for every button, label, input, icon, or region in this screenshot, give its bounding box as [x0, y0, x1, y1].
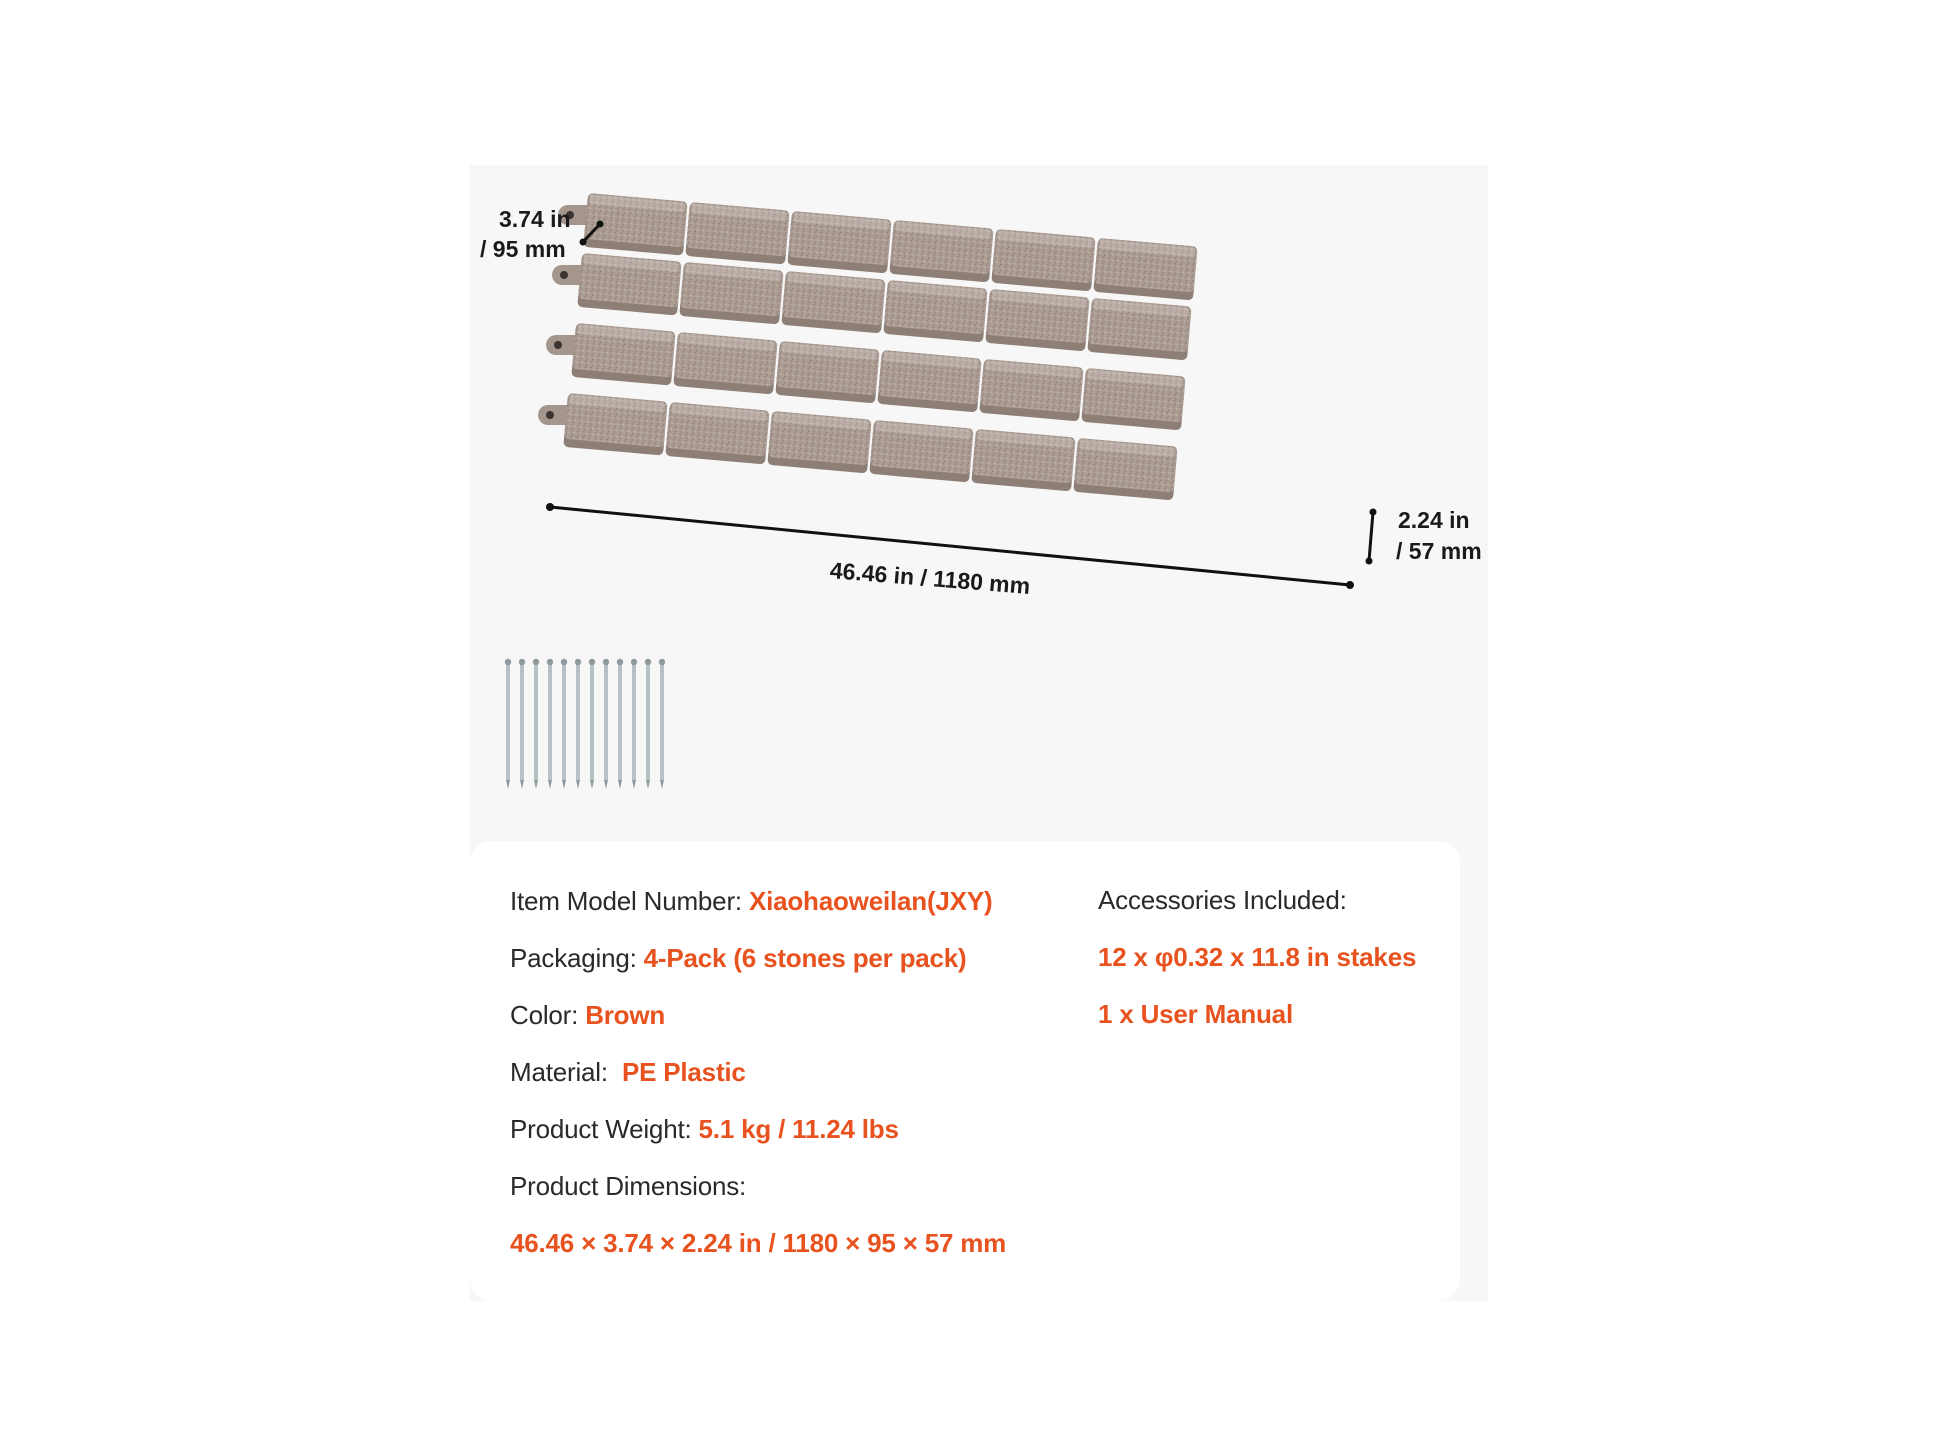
edging-stone [991, 229, 1095, 292]
edging-stone [1073, 438, 1177, 501]
stake-head [575, 659, 581, 665]
width-dimension-end [546, 503, 554, 511]
edging-stone [971, 429, 1075, 492]
stake-head [561, 659, 567, 665]
edging-stone [1093, 238, 1197, 301]
edging-stone [877, 350, 981, 413]
connector-hole [546, 411, 554, 419]
spec-value: 46.46 × 3.74 × 2.24 in / 1180 × 95 × 57 mm [510, 1228, 1007, 1258]
edging-stones-illustration [470, 165, 1488, 825]
edging-stone [1081, 368, 1185, 431]
spec-packaging [510, 942, 967, 974]
spec-label: Accessories Included: [1098, 885, 1347, 915]
stake-head [645, 659, 651, 665]
height-dimension-end [1370, 509, 1377, 516]
spec-value: 12 x φ0.32 x 11.8 in stakes [1098, 942, 1417, 972]
stake-tip [618, 780, 622, 789]
stake-head [519, 659, 525, 665]
depth-dimension-end [580, 239, 587, 246]
stake-tip [590, 780, 594, 789]
stake-tip [604, 780, 608, 789]
spec-value: 5.1 kg / 11.24 lbs [698, 1114, 899, 1144]
edging-stone [979, 359, 1083, 422]
spec-value: 4-Pack (6 stones per pack) [643, 943, 967, 973]
stake [617, 659, 623, 789]
stake [659, 659, 665, 789]
stake-head [589, 659, 595, 665]
spec-dimensions-value [510, 1227, 1006, 1259]
stake [505, 659, 511, 789]
edging-stone [563, 393, 667, 456]
stake-tip [520, 780, 524, 789]
edging-stone [883, 280, 987, 343]
stake-head [533, 659, 539, 665]
stake-tip [660, 780, 664, 789]
stake [589, 659, 595, 789]
stake-tip [534, 780, 538, 789]
stake [645, 659, 651, 789]
height-dimension-label-metric: / 57 mm [1396, 538, 1482, 564]
width-dimension-end [1346, 581, 1354, 589]
stake [631, 659, 637, 789]
stake-tip [562, 780, 566, 789]
stake-head [547, 659, 553, 665]
edging-stone [571, 323, 675, 386]
edging-stone [1087, 298, 1191, 361]
depth-dimension-label: 3.74 in [499, 206, 571, 232]
stake-tip [506, 780, 510, 789]
edging-stone [577, 253, 681, 316]
edging-row [538, 393, 1178, 500]
edging-stone [869, 420, 973, 483]
accessory-item [1098, 998, 1293, 1030]
depth-dimension-label-metric: / 95 mm [480, 236, 566, 262]
depth-dimension-end [597, 221, 604, 228]
spec-value: Xiaohaoweilan(JXY) [748, 886, 993, 916]
stake-tip [646, 780, 650, 789]
product-image-panel [470, 165, 1488, 1301]
stake-head [631, 659, 637, 665]
spec-label: Product Weight: [510, 1114, 699, 1144]
stake-head [617, 659, 623, 665]
edging-stone [673, 332, 777, 395]
edging-stone [985, 289, 1089, 352]
spec-label: Color: [510, 1000, 586, 1030]
spec-value: PE Plastic [621, 1057, 746, 1087]
stake [575, 659, 581, 789]
stake-tip [632, 780, 636, 789]
stake [561, 659, 567, 789]
specification-card [470, 841, 1460, 1301]
edging-stone [685, 202, 789, 265]
stake [533, 659, 539, 789]
stake-head [603, 659, 609, 665]
stake [547, 659, 553, 789]
spec-value: 1 x User Manual [1098, 999, 1293, 1029]
height-dimension-line [1369, 512, 1373, 561]
stake [519, 659, 525, 789]
accessory-item [1098, 941, 1416, 973]
edging-stone [679, 262, 783, 325]
stone-rows [538, 193, 1198, 500]
stake-head [659, 659, 665, 665]
edging-stone [889, 220, 993, 283]
connector-hole [554, 341, 562, 349]
spec-label: Item Model Number: [510, 886, 749, 916]
stake-tip [576, 780, 580, 789]
spec-value: Brown [585, 1000, 666, 1030]
stakes-group [505, 659, 665, 789]
spec-dimensions [510, 1170, 746, 1202]
spec-model-number [510, 885, 992, 917]
spec-label: Packaging: [510, 943, 644, 973]
spec-label: Material: [510, 1057, 622, 1087]
edging-stone [775, 341, 879, 404]
stake-tip [548, 780, 552, 789]
spec-accessories [1098, 884, 1347, 916]
spec-label: Product Dimensions: [510, 1171, 747, 1201]
spec-material [510, 1056, 746, 1088]
edging-stone [665, 402, 769, 465]
spec-color [510, 999, 665, 1031]
edging-stone [787, 211, 891, 274]
stake [603, 659, 609, 789]
connector-hole [560, 271, 568, 279]
height-dimension-end [1366, 558, 1373, 565]
edging-stone [767, 411, 871, 474]
spec-weight [510, 1113, 899, 1145]
height-dimension-label: 2.24 in [1398, 507, 1470, 533]
edging-stone [781, 271, 885, 334]
width-dimension-label: 46.46 in / 1180 mm [828, 557, 1032, 600]
stake-head [505, 659, 511, 665]
